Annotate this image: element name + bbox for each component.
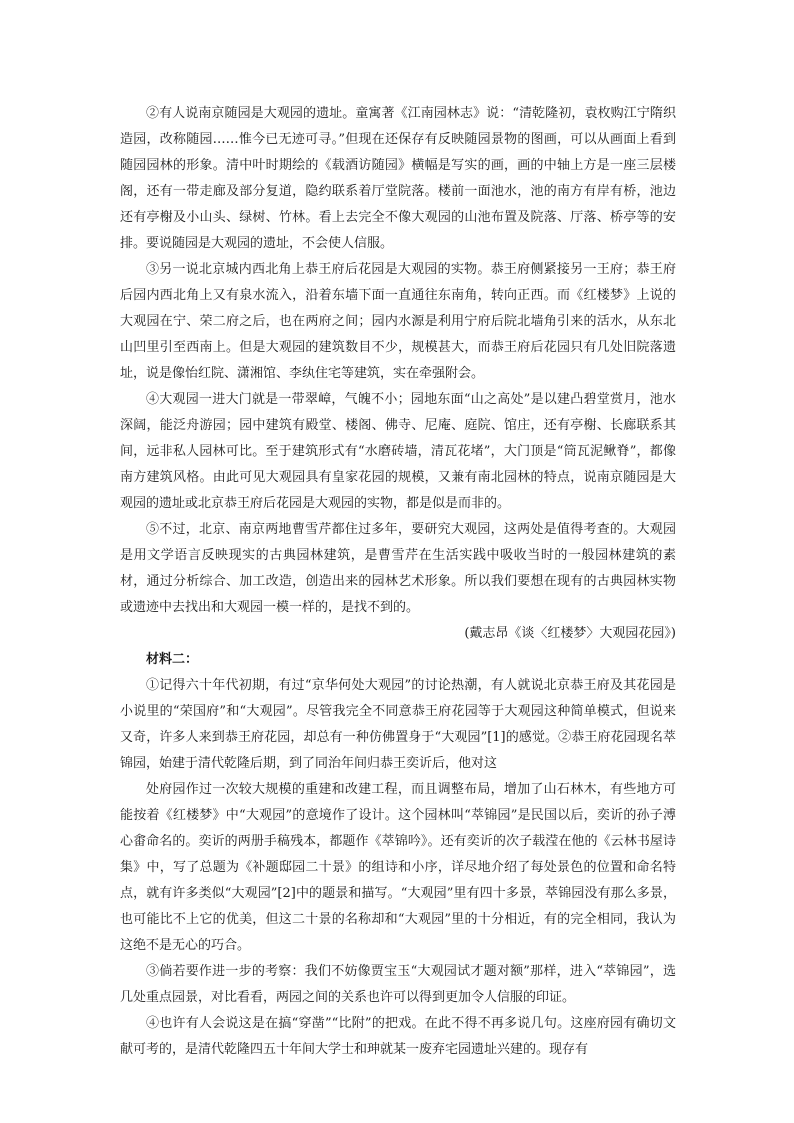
material-2-paragraph-3: ③倘若要作进一步的考察：我们不妨像贾宝玉“大观园试才题对额”那样，进入“萃锦园”，选几处重点园景，对比看看，两园之间的关系也许可以得到更加令人信服的印证。 — [120, 964, 676, 1005]
material-2-heading: 材料二： — [146, 652, 199, 667]
paragraph-3: ③另一说北京城内西北角上恭王府后花园是大观园的实物。恭王府侧紧接另一王府；恭王府后园内西北角上又有泉水流入，沿着东墙下面一直通往东南角，转向正西。而《红楼梦》上说的大观园在宁、荣二府之后，也在两府之间；园内水源是利用宁府后院北墙角引来的活水，从东北山凹里引至西南上。但是大观园的建筑数目不少，规模甚大，而恭王府后花园只有几处旧院落遗址，说是像怡红院、潇湘馆、李纨住宅等建筑，实在牵强附会。 — [120, 262, 676, 381]
material-2-paragraph-1-continued: 处府园作过一次较大规模的重建和改建工程，而且调整布局，增加了山石林木，有些地方可能按着《红楼梦》中“大观园”的意境作了设计。这个园林叫“萃锦园”是民国以后，奕䜣的孙子溥心畬命名的。奕䜣的两册手稿残本，都题作《萃锦吟》。还有奕䜣的次子载滢在他的《云林书屋诗集》中，写了总题为《补题邸园二十景》的组诗和小序，详尽地介绍了每处景色的位置和命名特点，就有许多类似“大观园”[2]中的题景和描写。“大观园”里有四十多景，萃锦园没有那么多景，也可能比不上它的优美，但这二十景的名称却和“大观园”里的十分相近，有的完全相同，我认为这绝不是无心的巧合。 — [120, 782, 676, 953]
paragraph-5: ⑤不过，北京、南京两地曹雪芹都住过多年，要研究大观园，这两处是值得考查的。大观园是用文学语言反映现实的古典园林建筑，是曹雪芹在生活实践中吸收当时的一般园林建筑的素材，通过分析综合、加工改造，创造出来的园林艺术形象。所以我们要想在现有的古典园林实物或遗迹中去找出和大观园一模一样的，是找不到的。 — [120, 522, 676, 615]
material-2-paragraph-4: ④也许有人会说这是在搞“穿凿”“比附”的把戏。在此不得不再多说几句。这座府园有确切文献可考的，是清代乾隆四五十年间大学士和珅就某一废弃宅园遗址兴建的。现存有 — [120, 1016, 676, 1057]
source-citation: (戴志昂《谈〈红楼梦〉大观园花园》) — [464, 626, 676, 641]
paragraph-4: ④大观园一进大门就是一带翠嶂，气魄不小；园地东面“山之高处”是以建凸碧堂赏月，池水深阔，能泛舟游园；园中建筑有殿堂、楼阁、佛寺、尼庵、庭院、馆庄，还有亭榭、长廊联系其间，远非私人园林可比。至于建筑形式有“水磨砖墙，清瓦花堵”，大门顶是“筒瓦泥鳅脊”，都像南方建筑风格。由此可见大观园具有皇家花园的规模，又兼有南北园林的特点，说南京随园是大观园的遗址或北京恭王府后花园是大观园的实物，都是似是而非的。 — [120, 392, 676, 511]
document-page — [120, 101, 676, 1063]
paragraph-2: ②有人说南京随园是大观园的遗址。童寓著《江南园林志》说：“清乾隆初，袁枚购江宁隋织造园，改称随园……惟今已无迹可寻。”但现在还保存有反映随园景物的图画，可以从画面上看到随园园林的形象。清中叶时期绘的《载酒访随园》横幅是写实的画，画的中轴上方是一座三层楼阁，还有一带走廊及部分复道，隐约联系着厅堂院落。楼前一面池水，池的南方有岸有桥，池边还有亭榭及小山头、绿树、竹林。看上去完全不像大观园的山池布置及院落、厅落、桥亭等的安排。要说随园是大观园的遗址，不会使人信服。 — [120, 106, 676, 251]
material-2-paragraph-1: ①记得六十年代初期，有过“京华何处大观园”的讨论热潮，有人就说北京恭王府及其花园是小说里的“荣国府”和“大观园”。尽管我完全不同意恭王府花园等于大观园这种简单模式，但说来又奇，许多人来到恭王府花园，却总有一种仿佛置身于“大观园”[1]的感觉。②恭王府花园现名萃锦园，始建于清代乾隆后期，到了同治年间归恭王奕䜣后，他对这 — [120, 678, 676, 771]
